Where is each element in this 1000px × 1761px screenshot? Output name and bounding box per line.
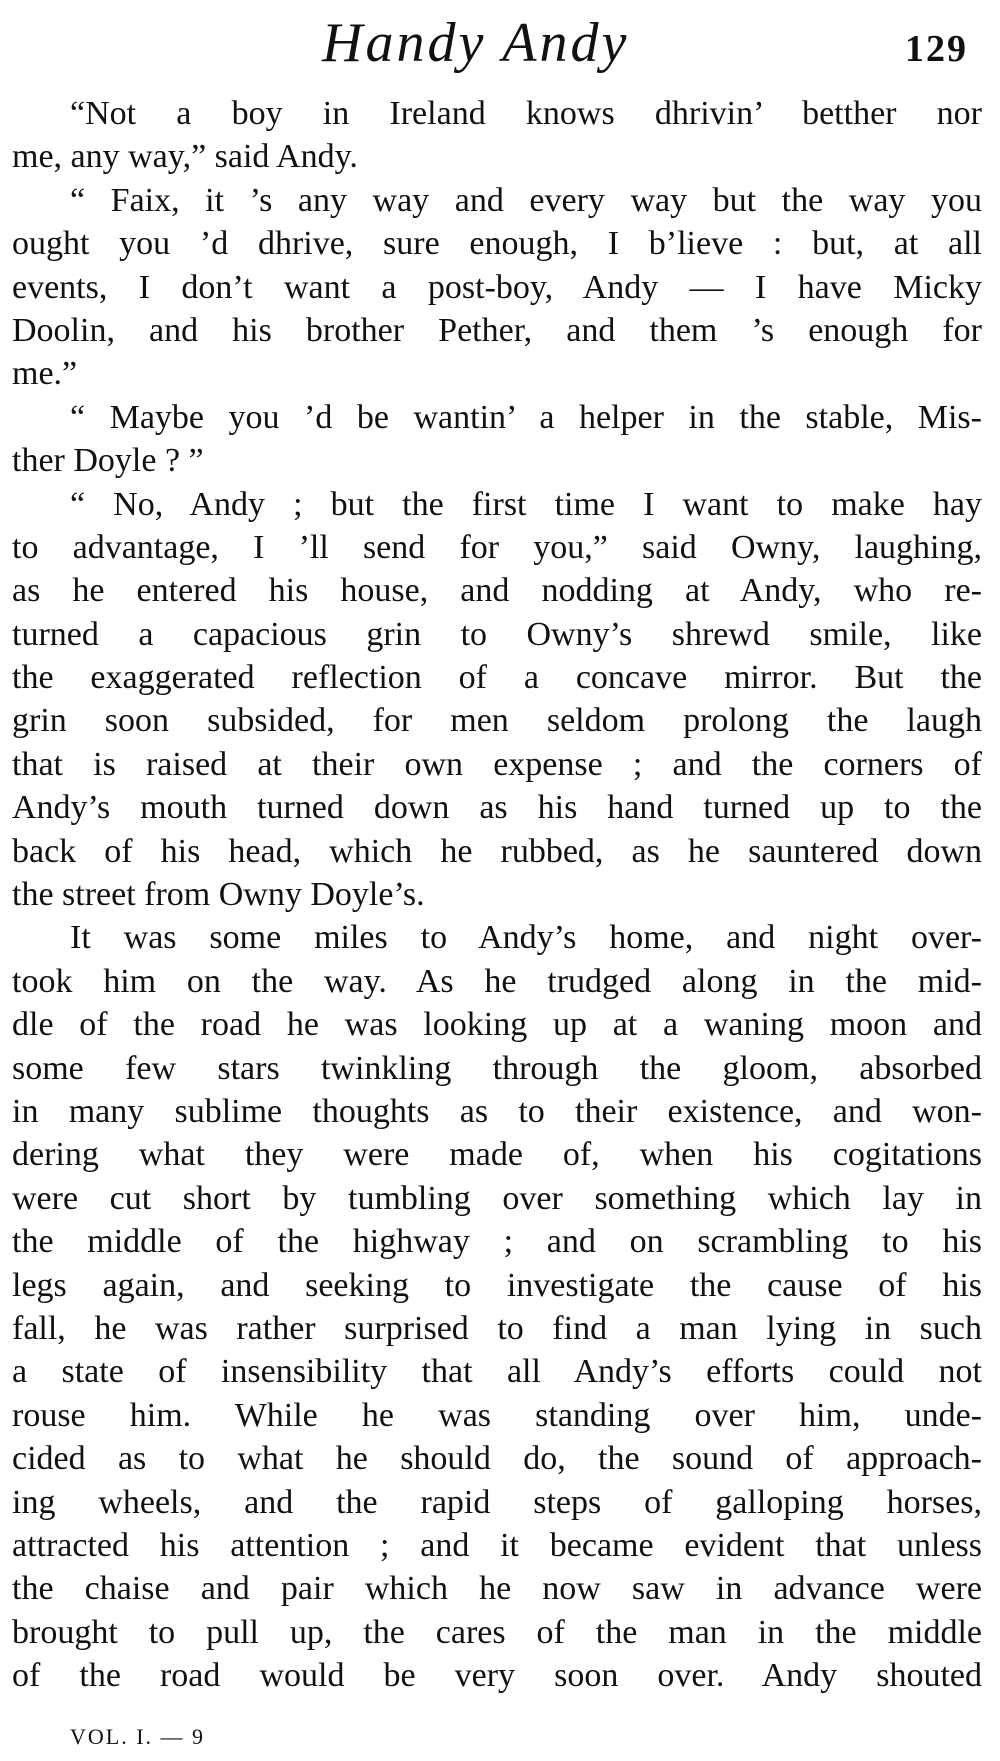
- text-line: the street from Owny Doyle’s.: [12, 876, 425, 914]
- text-line: the middle of the highway ; and on scrambling to his: [12, 1223, 982, 1261]
- page-number: 129: [905, 28, 968, 70]
- text-line: took him on the way. As he trudged along in the mid-: [12, 962, 982, 1000]
- text-line: “Not a boy in Ireland knows dhrivin’ betther nor: [70, 95, 982, 132]
- text-line: as he entered his house, and nodding at Andy, who re-: [12, 572, 982, 610]
- text-line: legs again, and seeking to investigate the cause of his: [12, 1266, 982, 1304]
- text-line: some few stars twinkling through the gloom, absorbed: [12, 1049, 982, 1087]
- text-line: the exaggerated reflection of a concave mirror. But the: [12, 659, 982, 697]
- text-line: were cut short by tumbling over something which lay in: [12, 1179, 982, 1217]
- text-line: cided as to what he should do, the sound of approach-: [12, 1440, 982, 1478]
- text-line: “ Maybe you ’d be wantin’ a helper in the stable, Mis-: [70, 398, 982, 436]
- text-line: rouse him. While he was standing over him, unde-: [12, 1396, 982, 1434]
- body-text: [12, 92, 982, 1697]
- text-line: me.”: [12, 355, 78, 393]
- text-line: back of his head, which he rubbed, as he sauntered down: [12, 832, 982, 870]
- text-line: in many sublime thoughts as to their existence, and won-: [12, 1092, 982, 1130]
- text-line: dering what they were made of, when his cogitations: [12, 1136, 982, 1174]
- text-line: dle of the road he was looking up at a waning moon and: [12, 1006, 982, 1044]
- signature-mark: VOL. I. — 9: [70, 1724, 206, 1749]
- text-line: of the road would be very soon over. Andy shouted: [12, 1657, 982, 1695]
- text-line: Andy’s mouth turned down as his hand turned up to the: [12, 789, 982, 827]
- text-line: events, I don’t want a post-boy, Andy — I have Micky: [12, 268, 982, 306]
- text-line: brought to pull up, the cares of the man in the middle: [12, 1613, 982, 1651]
- text-line: the chaise and pair which he now saw in advance were: [12, 1570, 982, 1608]
- text-line: me, any way,” said Andy.: [12, 138, 358, 176]
- text-line: Doolin, and his brother Pether, and them ’s enough for: [12, 311, 982, 349]
- text-line: ought you ’d dhrive, sure enough, I b’lieve : but, at all: [12, 225, 982, 263]
- text-line: ther Doyle ? ”: [12, 442, 204, 480]
- running-title: Handy Andy: [322, 12, 630, 74]
- text-line: “ Faix, it ’s any way and every way but the way you: [70, 181, 982, 219]
- running-head: [0, 8, 1000, 78]
- text-line: turned a capacious grin to Owny’s shrewd smile, like: [12, 615, 982, 653]
- text-line: “ No, Andy ; but the first time I want to make hay: [70, 485, 982, 523]
- text-line: that is raised at their own expense ; and the corners of: [12, 745, 982, 783]
- text-line: ing wheels, and the rapid steps of galloping horses,: [12, 1483, 982, 1521]
- text-line: grin soon subsided, for men seldom prolong the laugh: [12, 702, 982, 740]
- text-line: a state of insensibility that all Andy’s efforts could not: [12, 1353, 982, 1391]
- text-line: It was some miles to Andy’s home, and night over-: [70, 919, 982, 957]
- text-line: attracted his attention ; and it became evident that unless: [12, 1526, 982, 1564]
- text-line: fall, he was rather surprised to find a man lying in such: [12, 1309, 982, 1347]
- text-line: to advantage, I ’ll send for you,” said Owny, laughing,: [12, 528, 982, 566]
